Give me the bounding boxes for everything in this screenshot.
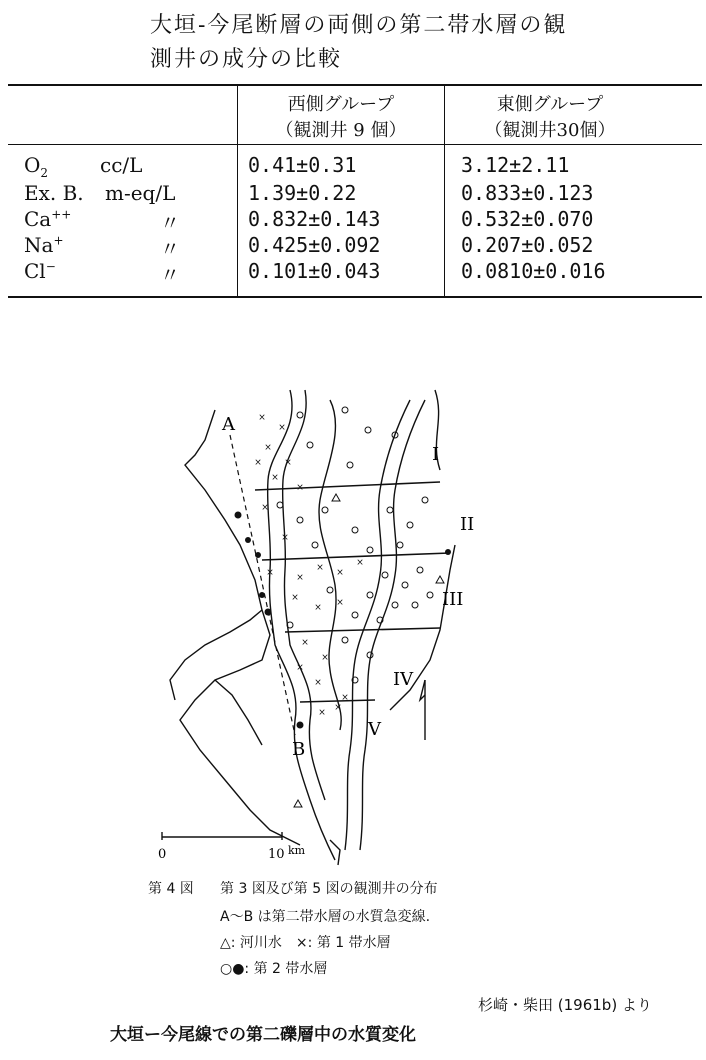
scale-label-end: 10 bbox=[268, 847, 285, 862]
col-header-east: 東側グループ bbox=[496, 94, 604, 115]
svg-text:×: × bbox=[336, 598, 344, 608]
cell-east: 0.207±0.052 bbox=[461, 233, 594, 257]
row-label: Ex. B. bbox=[24, 181, 84, 205]
river-west bbox=[268, 390, 335, 860]
svg-text:×: × bbox=[281, 533, 289, 543]
svg-text:×: × bbox=[334, 703, 342, 713]
cell-east: 0.0810±0.016 bbox=[461, 259, 606, 283]
svg-text:×: × bbox=[266, 568, 274, 578]
svg-text:×: × bbox=[321, 653, 329, 663]
zone-label-1: I bbox=[432, 444, 440, 465]
cell-east: 0.833±0.123 bbox=[461, 181, 594, 205]
cell-west: 1.39±0.22 bbox=[248, 181, 357, 205]
svg-text:×: × bbox=[341, 693, 349, 703]
zone-line-4 bbox=[300, 700, 375, 702]
svg-text:×: × bbox=[296, 483, 304, 493]
row-unit: m-eq/L bbox=[105, 181, 176, 205]
row-unit: cc/L bbox=[100, 153, 143, 177]
caption-line3: ○●: 第 2 帯水層 bbox=[220, 961, 328, 977]
cell-west: 0.101±0.043 bbox=[248, 259, 381, 283]
svg-text:×: × bbox=[314, 603, 322, 613]
scale-label-unit: km bbox=[288, 844, 306, 857]
svg-text:×: × bbox=[284, 458, 292, 468]
svg-text:×: × bbox=[356, 558, 364, 568]
svg-text:×: × bbox=[318, 708, 326, 718]
line-label-b: B bbox=[292, 739, 306, 760]
svg-text:×: × bbox=[258, 413, 266, 423]
table-bottom-rule bbox=[8, 296, 702, 298]
svg-text:×: × bbox=[271, 473, 279, 483]
cell-east: 3.12±2.11 bbox=[461, 153, 570, 177]
svg-text:×: × bbox=[296, 573, 304, 583]
col-subheader-west: （観測井 9 個） bbox=[275, 120, 407, 141]
a-b-line bbox=[230, 435, 295, 735]
row-label: Cl− bbox=[24, 259, 56, 283]
source-credit: 杉崎・柴田 (1961b) より bbox=[478, 996, 652, 1014]
zone-label-4: IV bbox=[393, 669, 414, 690]
svg-text:×: × bbox=[296, 663, 304, 673]
row-unit: 〃 bbox=[160, 263, 180, 287]
scale-label-start: 0 bbox=[158, 847, 167, 862]
footer-caption: 大垣ー今尾線での第二礫層中の水質変化 bbox=[110, 1025, 416, 1045]
cell-west: 0.832±0.143 bbox=[248, 207, 381, 231]
svg-text:×: × bbox=[314, 678, 322, 688]
row-unit: 〃 bbox=[160, 237, 180, 261]
svg-text:×: × bbox=[261, 503, 269, 513]
north-arrow-icon bbox=[420, 680, 425, 740]
svg-text:×: × bbox=[291, 593, 299, 603]
svg-text:×: × bbox=[254, 458, 262, 468]
cell-east: 0.532±0.070 bbox=[461, 207, 594, 231]
caption-title: 第 3 図及び第 5 図の観測井の分布 bbox=[220, 881, 438, 897]
line-label-a: A bbox=[222, 414, 235, 435]
row-label: $O_2$ bbox=[24, 153, 49, 180]
row-label: Ca++ bbox=[24, 207, 72, 231]
caption-line1: A～B は第二帯水層の水質急変線. bbox=[220, 909, 431, 925]
svg-text:×: × bbox=[316, 563, 324, 573]
zone-label-2: II bbox=[460, 514, 475, 535]
svg-text:×: × bbox=[301, 638, 309, 648]
zone-label-3: III bbox=[442, 589, 464, 610]
caption-line2: △: 河川水 ×: 第 1 帯水層 bbox=[220, 935, 391, 951]
well-distribution-map bbox=[0, 370, 706, 870]
table-title-line1: 大垣-今尾断層の両側の第二帯水層の観 bbox=[150, 13, 568, 38]
table-title-line2: 測井の成分の比較 bbox=[150, 47, 343, 72]
cell-west: 0.425±0.092 bbox=[248, 233, 381, 257]
svg-text:×: × bbox=[336, 568, 344, 578]
col-subheader-east: （観測井30個） bbox=[484, 120, 616, 141]
scale-bar bbox=[162, 832, 282, 840]
svg-text:×: × bbox=[278, 423, 286, 433]
caption-fig-no: 第 4 図 bbox=[148, 881, 194, 897]
zone-label-5: V bbox=[368, 719, 381, 740]
table-header-rule bbox=[8, 144, 702, 145]
triangle-wells bbox=[294, 494, 444, 807]
col-header-west: 西側グループ bbox=[287, 94, 395, 115]
row-label: Na+ bbox=[24, 233, 64, 257]
row-unit: 〃 bbox=[160, 211, 180, 235]
left-bank-line bbox=[180, 410, 300, 845]
left-shoreline bbox=[170, 610, 262, 700]
svg-text:×: × bbox=[264, 443, 272, 453]
cell-west: 0.41±0.31 bbox=[248, 153, 357, 177]
table-top-rule bbox=[8, 84, 702, 86]
